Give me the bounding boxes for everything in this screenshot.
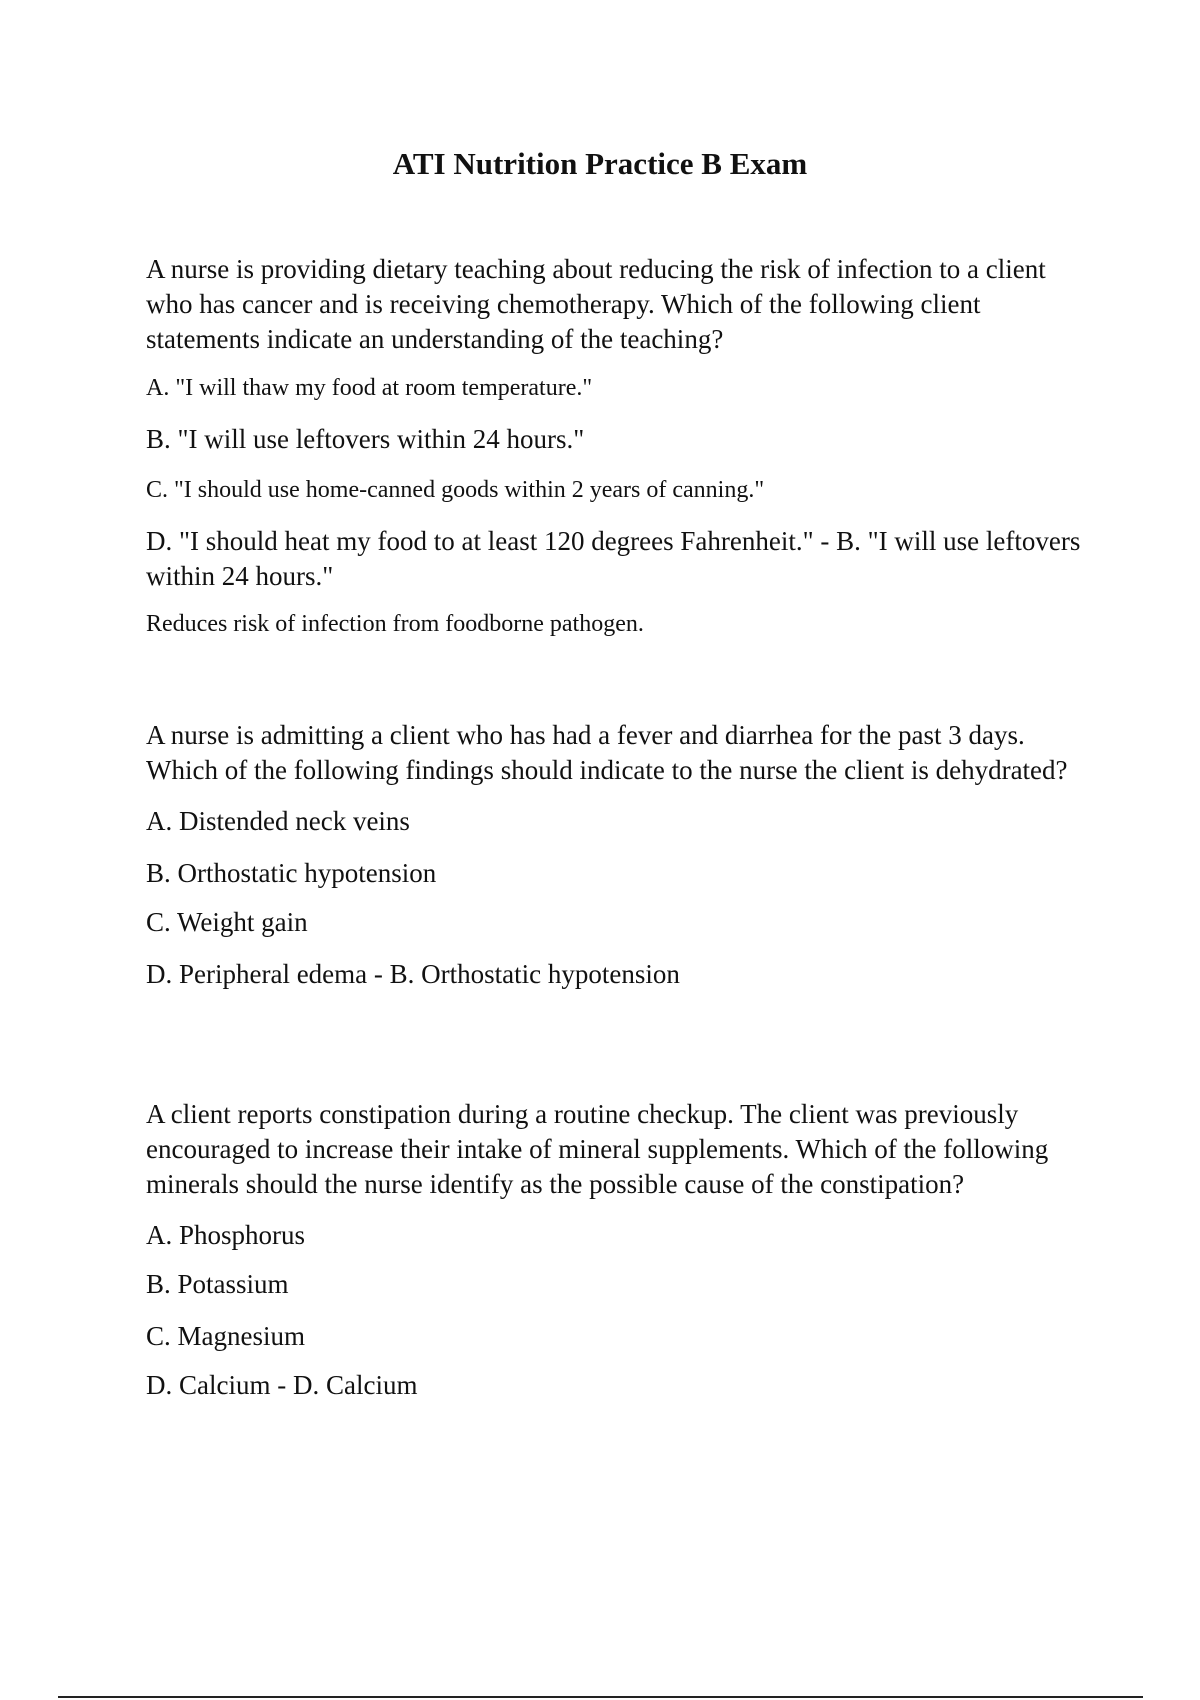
question-block-3 — [146, 1097, 1096, 1417]
answer-option-c: C. Weight gain — [146, 907, 308, 937]
answer-option-d: D. Calcium - D. Calcium — [146, 1370, 418, 1400]
answer-option-c: C. Magnesium — [146, 1321, 305, 1351]
question-stem: A client reports constipation during a routine checkup. The client was previously encouraged to increase their intake of mineral supplements. Which of the following minerals should the nurse identify as the possible cause of the constipation? — [146, 1099, 1049, 1199]
answer-option-a: A. Distended neck veins — [146, 806, 410, 836]
answer-option-d: D. "I should heat my food to at least 120 degrees Fahrenheit." - B. "I will use leftovers within 24 hours." — [146, 526, 1081, 591]
answer-option-b: B. "I will use leftovers within 24 hours." — [146, 424, 585, 454]
question-block-2 — [146, 718, 1096, 1006]
answer-option-b: B. Orthostatic hypotension — [146, 858, 437, 888]
question-block-1 — [146, 252, 1096, 640]
answer-option-b: B. Potassium — [146, 1269, 289, 1299]
answer-option-a: A. "I will thaw my food at room temperature." — [146, 375, 593, 401]
answer-option-d: D. Peripheral edema - B. Orthostatic hypotension — [146, 959, 680, 989]
question-stem: A nurse is providing dietary teaching about reducing the risk of infection to a client who has cancer and is receiving chemotherapy. Which of the following client statements indicate an understanding of the teaching? — [146, 254, 1046, 354]
answer-option-c: C. "I should use home-canned goods within 2 years of canning." — [146, 477, 765, 503]
footer-divider — [58, 1696, 1143, 1698]
answer-option-a: A. Phosphorus — [146, 1220, 306, 1250]
question-stem: A nurse is admitting a client who has had a fever and diarrhea for the past 3 days. Which of the following findings should indicate to the nurse the client is dehydrated? — [146, 720, 1068, 785]
page-title: ATI Nutrition Practice B Exam — [392, 146, 808, 181]
answer-rationale: Reduces risk of infection from foodborne pathogen. — [146, 611, 644, 637]
